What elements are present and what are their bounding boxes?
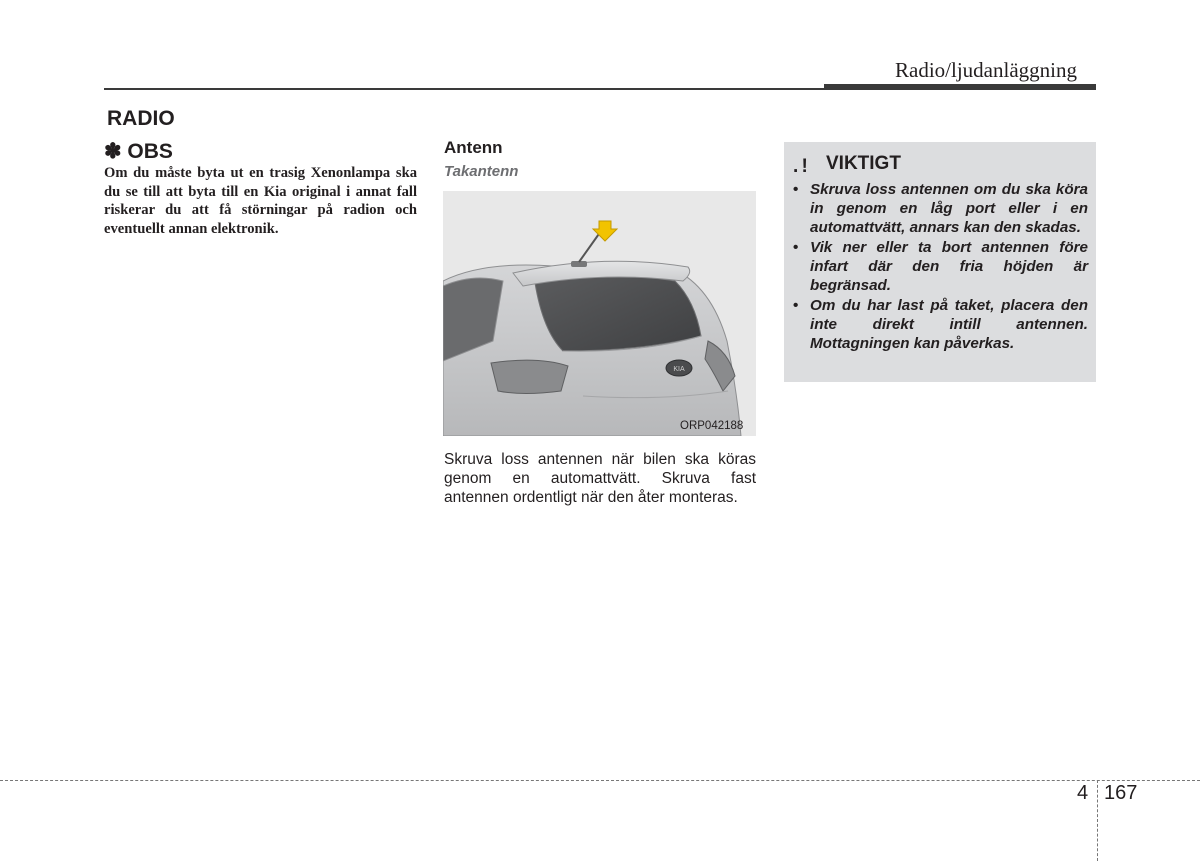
figure-caption: Skruva loss antennen när bilen ska köras genom en automattvätt. Skruva fast antennen ordentligt när den åter monteras. — [444, 451, 756, 506]
warning-item-text: Om du har last på taket, placera den inte direkt intill antennen. Mottagningen kan påverkas. — [810, 297, 1088, 352]
down-arrow-icon — [443, 191, 756, 436]
car-rear-illustration — [443, 191, 756, 436]
footer-rule — [0, 780, 1200, 781]
bullet: • — [793, 239, 799, 256]
chapter-number: 4 — [1077, 782, 1089, 804]
warning-item — [793, 180, 1088, 237]
warning-item-text: Vik ner eller ta bort antennen före infart där den fria höjden är begränsad. — [810, 239, 1088, 294]
antenn-subheading: Takantenn — [444, 163, 519, 180]
warning-title: VIKTIGT — [826, 153, 901, 174]
warning-item — [793, 296, 1088, 353]
svg-text:KIA: KIA — [673, 366, 685, 373]
warning-item-text: Skruva loss antennen om du ska köra in genom en låg port eller i en automattvätt, annars kan den skadas. — [810, 181, 1088, 236]
header-rule-accent — [824, 84, 1096, 90]
bullet: • — [793, 181, 799, 198]
radio-heading: RADIO — [107, 107, 175, 130]
warning-item — [793, 238, 1088, 295]
bullet: • — [793, 297, 799, 314]
warning-list — [793, 180, 1088, 354]
exclamation-icon: . ! — [793, 156, 807, 177]
page-number: 167 — [1104, 782, 1138, 804]
obs-text: Om du måste byta ut en trasig Xenonlampa ska du se till att byta till en Kia original i annat fall riskerar du att få störningar på radion och eventuellt annan elektronik. — [104, 165, 417, 237]
section-title: Radio/ljudanläggning — [895, 58, 1077, 82]
antenn-heading: Antenn — [444, 138, 503, 157]
obs-heading: ✽ OBS — [104, 140, 173, 163]
footer-divider — [1097, 780, 1098, 861]
figure-code: ORP042188 — [680, 420, 744, 432]
